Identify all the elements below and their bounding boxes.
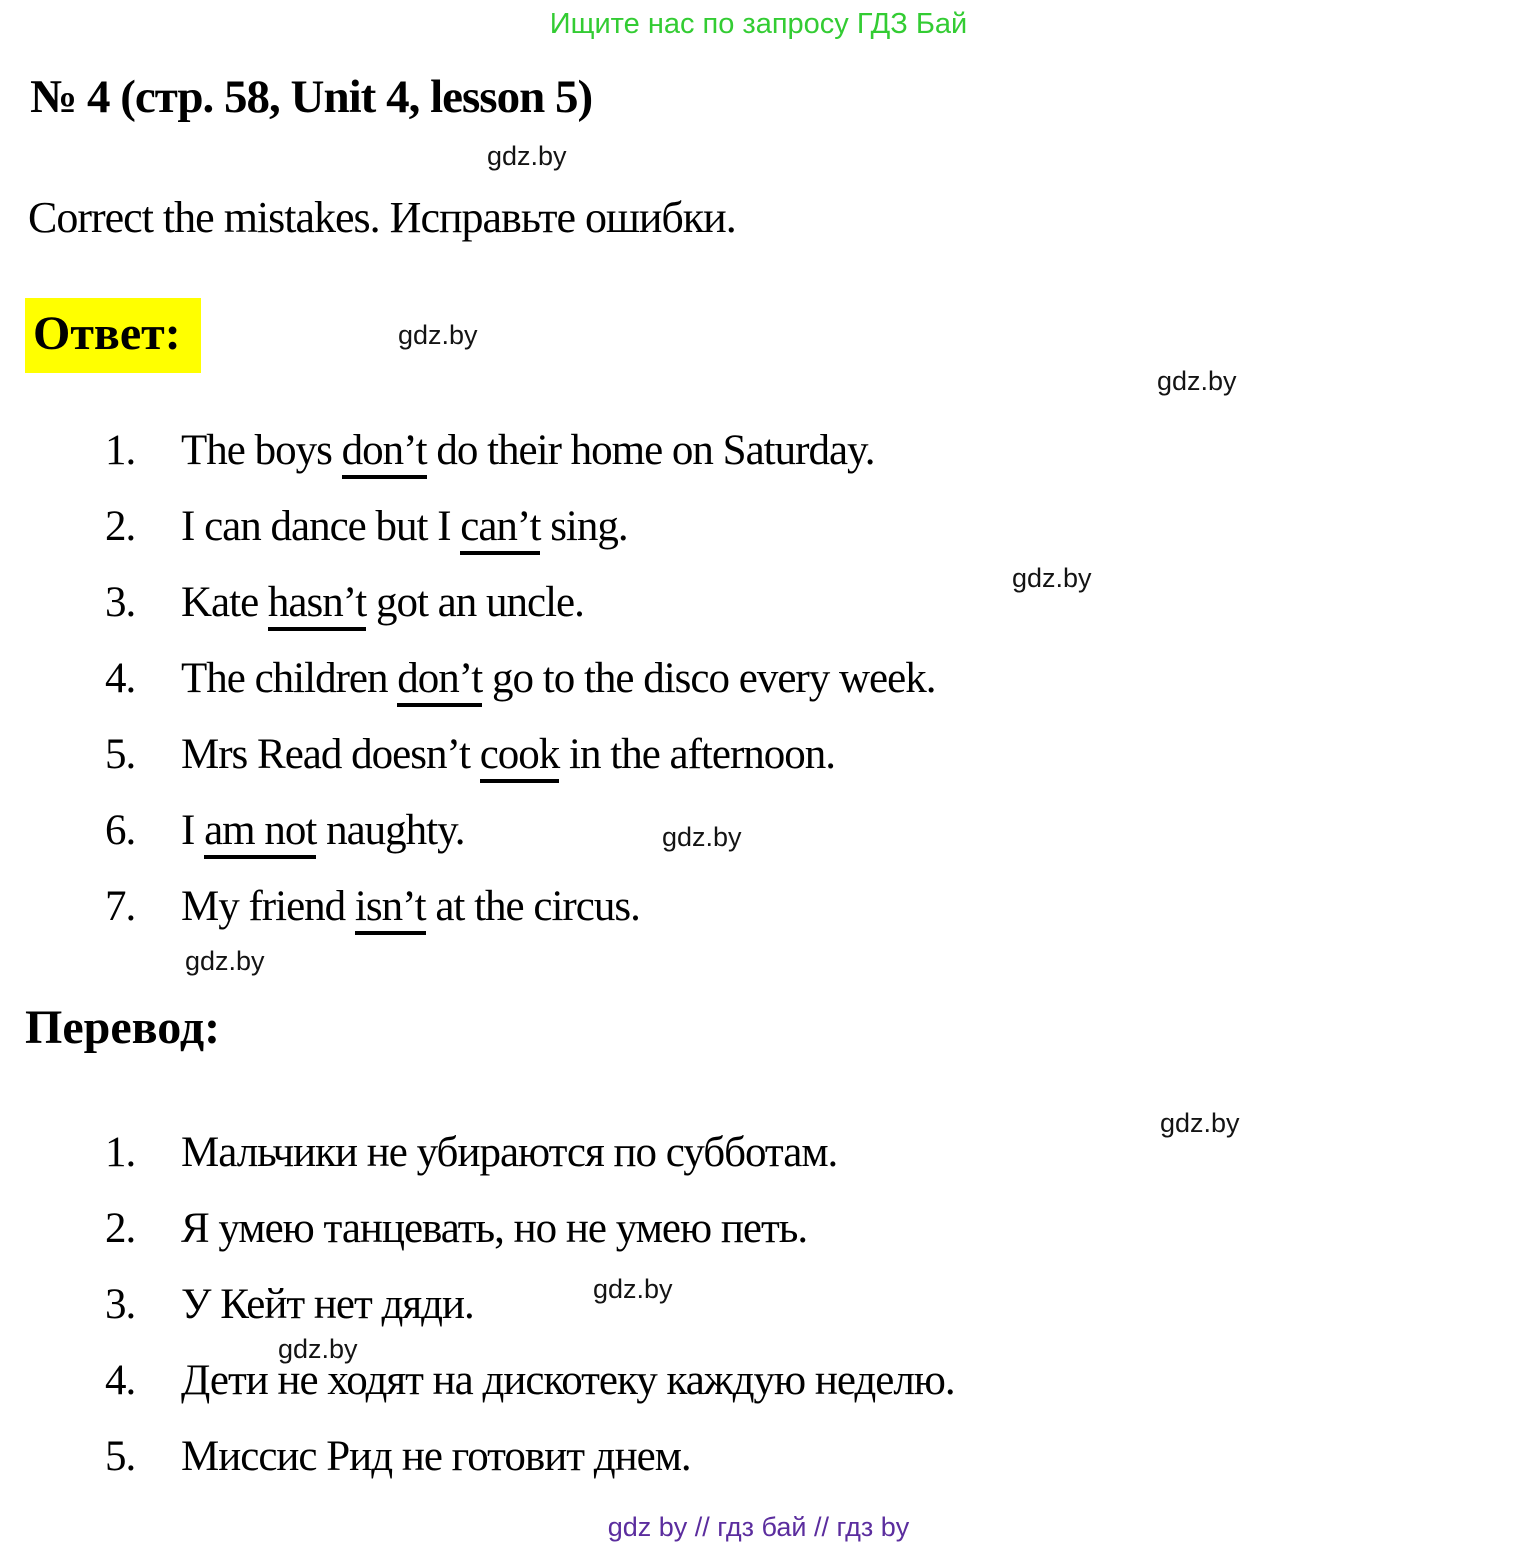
list-item-text: У Кейт нет дяди. [181, 1281, 474, 1328]
list-item-text: Я умею танцевать, но не умею петь. [181, 1205, 808, 1252]
list-item [105, 730, 1435, 780]
list-item-text: Mrs Read doesn’t cook in the afternoon. [181, 730, 835, 780]
list-item [105, 578, 1435, 628]
list-item-text: The children don’t go to the disco every week. [181, 654, 935, 704]
list-item-text: I am not naughty. [181, 806, 465, 856]
watermark: gdz.by [662, 822, 742, 852]
list-item [105, 426, 1435, 476]
list-item [105, 882, 1435, 932]
list-item-number: 5. [105, 731, 136, 778]
list-item-number: 5. [105, 1433, 136, 1480]
list-item-number: 4. [105, 1357, 136, 1404]
list-item-number: 1. [105, 427, 136, 474]
list-item-text: I can dance but I can’t sing. [181, 502, 628, 552]
list-item-text: Мальчики не убираются по субботам. [181, 1129, 838, 1176]
list-item-text: Kate hasn’t got an uncle. [181, 578, 584, 628]
footer-text: gdz by // гдз бай // гдз by [607, 1512, 910, 1542]
list-item-number: 2. [105, 1205, 136, 1252]
list-item [105, 806, 1435, 856]
list-item-text: The boys don’t do their home on Saturday. [181, 426, 874, 476]
list-item [105, 1204, 1465, 1254]
watermark: gdz.by [185, 946, 265, 976]
list-item-number: 1. [105, 1129, 136, 1176]
answer-label: Ответ: [25, 298, 201, 373]
list-item [105, 502, 1435, 552]
watermark: gdz.by [398, 320, 478, 350]
list-item-number: 3. [105, 1281, 136, 1328]
list-item-text: Дети не ходят на дискотеку каждую неделю. [181, 1357, 955, 1404]
list-item-number: 7. [105, 883, 136, 930]
list-item [105, 1128, 1465, 1178]
list-item [105, 1280, 1465, 1330]
top-banner-text: Ищите нас по запросу ГДЗ Бай [549, 8, 968, 40]
list-item-number: 2. [105, 503, 136, 550]
list-item-number: 4. [105, 655, 136, 702]
watermark: gdz.by [1160, 1108, 1240, 1138]
translation-label: Перевод: [25, 1001, 221, 1054]
list-item-number: 3. [105, 579, 136, 626]
list-item [105, 654, 1435, 704]
page-title: № 4 (стр. 58, Unit 4, lesson 5) [30, 71, 593, 123]
watermark: gdz.by [278, 1334, 358, 1364]
list-item-number: 6. [105, 807, 136, 854]
translations-list [105, 1128, 1465, 1508]
watermark: gdz.by [487, 141, 567, 171]
list-item [105, 1432, 1465, 1482]
answers-list [105, 426, 1435, 958]
list-item-text: My friend isn’t at the circus. [181, 882, 640, 932]
list-item-text: Миссис Рид не готовит днем. [181, 1433, 691, 1480]
watermark: gdz.by [1157, 366, 1237, 396]
watermark: gdz.by [1012, 563, 1092, 593]
task-text: Correct the mistakes. Исправьте ошибки. [28, 193, 736, 242]
watermark: gdz.by [593, 1274, 673, 1304]
